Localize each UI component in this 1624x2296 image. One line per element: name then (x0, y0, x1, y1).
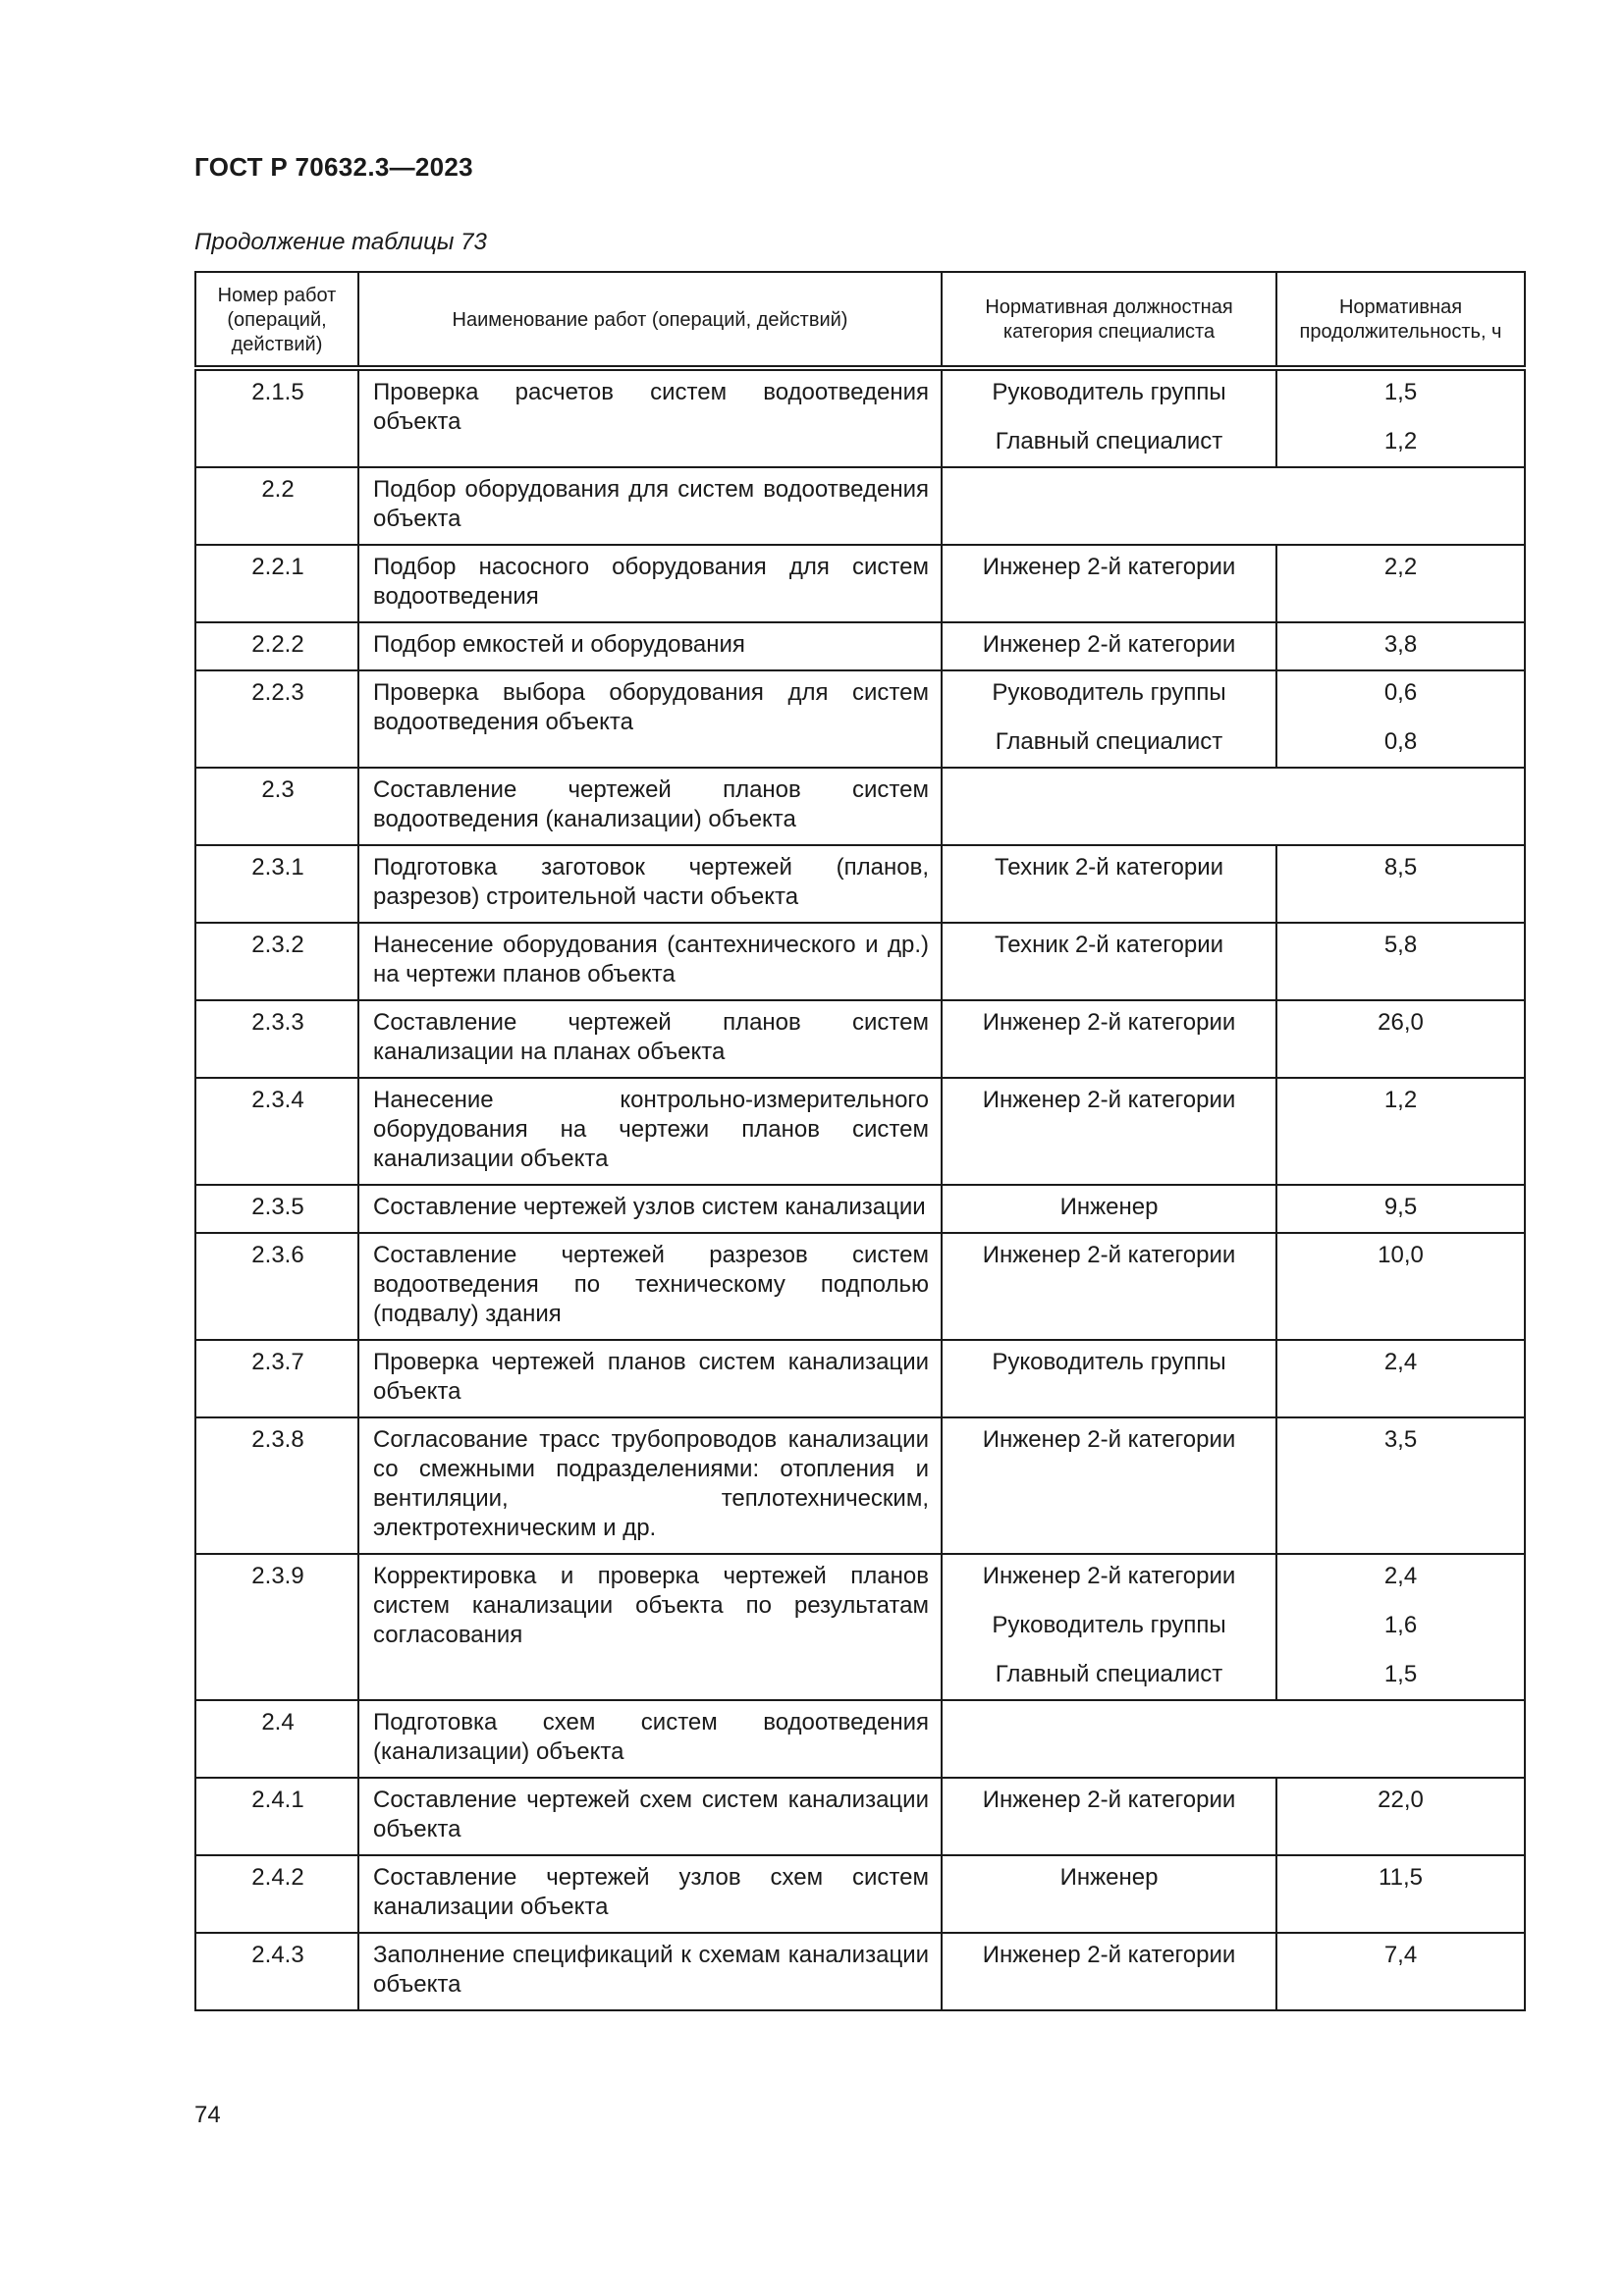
specialist-category: Инженер 2-й категории (982, 1787, 1236, 1813)
table-row (195, 1554, 1525, 1700)
table-row (195, 368, 1525, 467)
duration-cell (1276, 845, 1525, 923)
duration-value: 1,6 (1383, 1612, 1418, 1638)
duration-cell (1276, 1778, 1525, 1855)
work-number: 2.3.7 (195, 1340, 358, 1417)
specialist-category-cell (942, 1554, 1276, 1700)
specialist-category-cell (942, 368, 1276, 467)
work-number: 2.2 (195, 467, 358, 545)
duration-value: 9,5 (1383, 1194, 1418, 1220)
duration-cell (1276, 1185, 1525, 1233)
specialist-category: Главный специалист (995, 728, 1223, 755)
table-row (195, 1700, 1525, 1778)
work-number: 2.2.1 (195, 545, 358, 622)
specialist-category: Руководитель группы (992, 679, 1226, 706)
table-header (195, 272, 1525, 368)
duration-value: 5,8 (1383, 932, 1418, 958)
work-number: 2.3.8 (195, 1417, 358, 1554)
duration-cell (1276, 1855, 1525, 1933)
specialist-category-cell (942, 1000, 1276, 1078)
duration-cell (1276, 545, 1525, 622)
specialist-category-cell (942, 1340, 1276, 1417)
specialist-category: Техник 2-й категории (994, 932, 1224, 958)
specialist-category-cell (942, 545, 1276, 622)
specialist-category-cell (942, 622, 1276, 670)
section-empty-cell (942, 768, 1525, 845)
column-header-name: Наименование работ (операций, действий) (358, 272, 942, 368)
duration-value: 1,5 (1383, 1661, 1418, 1687)
duration-cell (1276, 1078, 1525, 1185)
specialist-category-cell (942, 845, 1276, 923)
duration-cell (1276, 670, 1525, 768)
duration-cell (1276, 1233, 1525, 1340)
specialist-category: Инженер 2-й категории (982, 1426, 1236, 1453)
duration-value: 11,5 (1379, 1864, 1423, 1891)
work-number: 2.4.1 (195, 1778, 358, 1855)
work-number: 2.3.4 (195, 1078, 358, 1185)
work-name: Подбор насосного оборудования для систем водоотведения (358, 545, 942, 622)
specialist-category: Инженер 2-й категории (982, 1242, 1236, 1268)
specialist-category: Инженер 2-й категории (982, 1563, 1236, 1589)
work-name: Заполнение спецификаций к схемам канализации объекта (358, 1933, 942, 2010)
specialist-category: Руководитель группы (992, 1612, 1226, 1638)
specialist-category: Инженер 2-й категории (982, 631, 1236, 658)
duration-value: 3,8 (1383, 631, 1418, 658)
work-number: 2.3.6 (195, 1233, 358, 1340)
table-body (195, 368, 1525, 2010)
document-code: ГОСТ Р 70632.3—2023 (194, 152, 473, 182)
duration-cell (1276, 622, 1525, 670)
duration-value: 1,2 (1383, 428, 1418, 454)
norms-table (194, 271, 1526, 2011)
page-number: 74 (194, 2102, 221, 2128)
duration-value: 0,6 (1383, 679, 1418, 706)
duration-value: 2,2 (1383, 554, 1418, 580)
table-row (195, 1185, 1525, 1233)
work-number: 2.3.9 (195, 1554, 358, 1700)
table-row (195, 923, 1525, 1000)
duration-value: 1,5 (1383, 379, 1418, 405)
duration-cell (1276, 1340, 1525, 1417)
specialist-category: Инженер 2-й категории (982, 1087, 1236, 1113)
duration-cell (1276, 1000, 1525, 1078)
duration-value: 8,5 (1383, 854, 1418, 881)
work-number: 2.3.1 (195, 845, 358, 923)
specialist-category: Инженер (1059, 1864, 1159, 1891)
table-row (195, 467, 1525, 545)
table-row (195, 1855, 1525, 1933)
work-number: 2.1.5 (195, 368, 358, 467)
duration-value: 7,4 (1383, 1942, 1418, 1968)
work-number: 2.2.3 (195, 670, 358, 768)
specialist-category: Инженер (1059, 1194, 1159, 1220)
work-name: Согласование трасс трубопроводов канализации со смежными подразделениями: отопления и вентиляции, теплотехническим, электротехническим и др. (358, 1417, 942, 1554)
specialist-category: Главный специалист (995, 1661, 1223, 1687)
duration-value: 10,0 (1378, 1242, 1424, 1268)
table-row (195, 768, 1525, 845)
work-name: Составление чертежей узлов схем систем канализации объекта (358, 1855, 942, 1933)
duration-value: 2,4 (1383, 1563, 1418, 1589)
column-header-duration: Нормативная продолжительность, ч (1276, 272, 1525, 368)
specialist-category: Инженер 2-й категории (982, 554, 1236, 580)
table-row (195, 670, 1525, 768)
duration-value: 0,8 (1383, 728, 1418, 755)
work-number: 2.3.3 (195, 1000, 358, 1078)
duration-cell (1276, 1554, 1525, 1700)
specialist-category-cell (942, 923, 1276, 1000)
duration-cell (1276, 1933, 1525, 2010)
duration-value: 1,2 (1383, 1087, 1418, 1113)
specialist-category-cell (942, 1417, 1276, 1554)
table-row (195, 1417, 1525, 1554)
table-row (195, 845, 1525, 923)
work-number: 2.3 (195, 768, 358, 845)
specialist-category-cell (942, 1185, 1276, 1233)
work-name: Проверка расчетов систем водоотведения объекта (358, 368, 942, 467)
column-header-number: Номер работ (операций, действий) (195, 272, 358, 368)
work-name: Проверка выбора оборудования для систем водоотведения объекта (358, 670, 942, 768)
work-name: Нанесение оборудования (сантехнического и др.) на чертежи планов объекта (358, 923, 942, 1000)
specialist-category-cell (942, 1933, 1276, 2010)
header-row (195, 272, 1525, 368)
duration-cell (1276, 368, 1525, 467)
specialist-category: Главный специалист (995, 428, 1223, 454)
specialist-category-cell (942, 1078, 1276, 1185)
work-name: Корректировка и проверка чертежей планов систем канализации объекта по результатам согласования (358, 1554, 942, 1700)
table-row (195, 1078, 1525, 1185)
specialist-category: Руководитель группы (992, 379, 1226, 405)
work-number: 2.2.2 (195, 622, 358, 670)
duration-cell (1276, 923, 1525, 1000)
duration-value: 26,0 (1378, 1009, 1424, 1036)
work-name: Подбор оборудования для систем водоотведения объекта (358, 467, 942, 545)
work-number: 2.3.5 (195, 1185, 358, 1233)
work-name: Подготовка заготовок чертежей (планов, разрезов) строительной части объекта (358, 845, 942, 923)
specialist-category-cell (942, 1855, 1276, 1933)
work-name: Составление чертежей планов систем водоотведения (канализации) объекта (358, 768, 942, 845)
duration-value: 2,4 (1383, 1349, 1418, 1375)
specialist-category: Техник 2-й категории (994, 854, 1224, 881)
work-name: Проверка чертежей планов систем канализации объекта (358, 1340, 942, 1417)
table-row (195, 1778, 1525, 1855)
table-row (195, 1000, 1525, 1078)
work-name: Нанесение контрольно-измерительного оборудования на чертежи планов систем канализации объекта (358, 1078, 942, 1185)
column-header-category: Нормативная должностная категория специалиста (942, 272, 1276, 368)
specialist-category: Инженер 2-й категории (982, 1009, 1236, 1036)
work-number: 2.4.3 (195, 1933, 358, 2010)
specialist-category: Инженер 2-й категории (982, 1942, 1236, 1968)
work-name: Составление чертежей узлов систем канализации (358, 1185, 942, 1233)
work-number: 2.4 (195, 1700, 358, 1778)
table-row (195, 622, 1525, 670)
specialist-category: Руководитель группы (992, 1349, 1226, 1375)
work-name: Составление чертежей схем систем канализации объекта (358, 1778, 942, 1855)
duration-value: 22,0 (1378, 1787, 1424, 1813)
duration-value: 3,5 (1383, 1426, 1418, 1453)
specialist-category-cell (942, 1233, 1276, 1340)
table-caption: Продолжение таблицы 73 (194, 229, 487, 255)
table-row (195, 545, 1525, 622)
section-empty-cell (942, 1700, 1525, 1778)
work-number: 2.3.2 (195, 923, 358, 1000)
work-number: 2.4.2 (195, 1855, 358, 1933)
table-row (195, 1340, 1525, 1417)
specialist-category-cell (942, 670, 1276, 768)
specialist-category-cell (942, 1778, 1276, 1855)
work-name: Составление чертежей разрезов систем водоотведения по техническому подполью (подвалу) здания (358, 1233, 942, 1340)
table-row (195, 1933, 1525, 2010)
work-name: Подготовка схем систем водоотведения (канализации) объекта (358, 1700, 942, 1778)
section-empty-cell (942, 467, 1525, 545)
table-row (195, 1233, 1525, 1340)
duration-cell (1276, 1417, 1525, 1554)
work-name: Составление чертежей планов систем канализации на планах объекта (358, 1000, 942, 1078)
work-name: Подбор емкостей и оборудования (358, 622, 942, 670)
